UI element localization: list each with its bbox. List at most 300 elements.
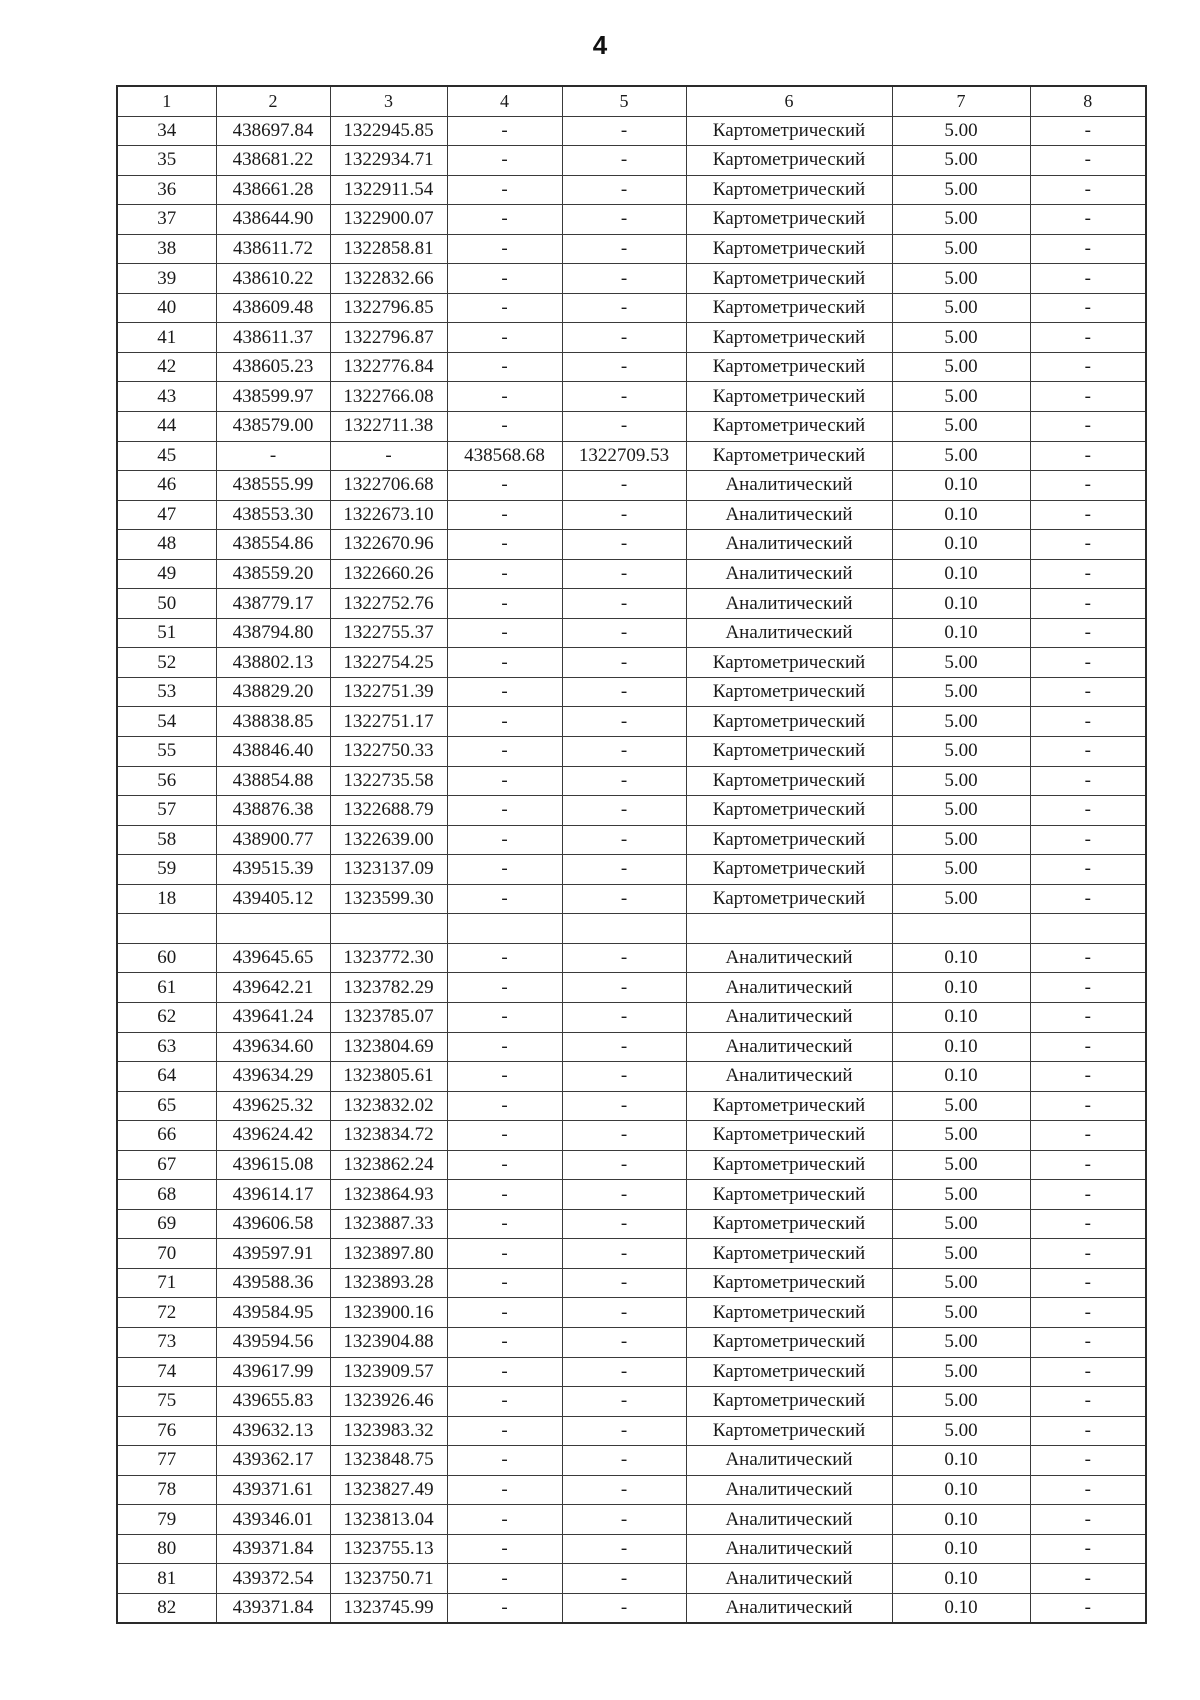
- cell-y-coordinate: 1322688.79: [330, 796, 447, 826]
- table-row: [117, 500, 1146, 530]
- cell-description: -: [1030, 1209, 1146, 1239]
- table-row: [117, 1387, 1146, 1417]
- cell-description: -: [1030, 589, 1146, 619]
- cell-x-coordinate-alt: -: [447, 1564, 562, 1594]
- cell-description: -: [1030, 796, 1146, 826]
- cell-y-coordinate-alt: -: [562, 1327, 686, 1357]
- cell-description: -: [1030, 884, 1146, 914]
- table-row: [117, 1239, 1146, 1269]
- cell-y-coordinate: 1323897.80: [330, 1239, 447, 1269]
- cell-y-coordinate: 1322832.66: [330, 264, 447, 294]
- cell-description: -: [1030, 1534, 1146, 1564]
- cell-y-coordinate-alt: -: [562, 973, 686, 1003]
- cell-x-coordinate-alt: -: [447, 707, 562, 737]
- cell-accuracy: 5.00: [892, 1239, 1030, 1269]
- cell-description: -: [1030, 500, 1146, 530]
- cell-x-coordinate-alt: -: [447, 825, 562, 855]
- cell-point-number: 79: [117, 1505, 216, 1535]
- cell-point-number: 56: [117, 766, 216, 796]
- cell-x-coordinate: 438579.00: [216, 412, 330, 442]
- cell-x-coordinate-alt: -: [447, 116, 562, 146]
- table-row: [117, 825, 1146, 855]
- cell-y-coordinate: 1322934.71: [330, 146, 447, 176]
- cell-x-coordinate: 439594.56: [216, 1327, 330, 1357]
- table-row: [117, 618, 1146, 648]
- cell-y-coordinate-alt: [562, 914, 686, 944]
- cell-x-coordinate: 439606.58: [216, 1209, 330, 1239]
- cell-x-coordinate-alt: -: [447, 766, 562, 796]
- cell-x-coordinate: 438554.86: [216, 530, 330, 560]
- cell-accuracy: 0.10: [892, 943, 1030, 973]
- cell-accuracy: 0.10: [892, 1564, 1030, 1594]
- cell-method: Аналитический: [686, 973, 892, 1003]
- cell-point-number: 59: [117, 855, 216, 885]
- cell-x-coordinate-alt: 438568.68: [447, 441, 562, 471]
- cell-y-coordinate-alt: -: [562, 766, 686, 796]
- cell-y-coordinate: 1323785.07: [330, 1002, 447, 1032]
- cell-y-coordinate-alt: -: [562, 1475, 686, 1505]
- cell-description: -: [1030, 264, 1146, 294]
- table-row: [117, 1121, 1146, 1151]
- cell-accuracy: 5.00: [892, 648, 1030, 678]
- cell-method: Картометрический: [686, 1416, 892, 1446]
- cell-x-coordinate-alt: -: [447, 1032, 562, 1062]
- cell-method: Картометрический: [686, 382, 892, 412]
- cell-y-coordinate-alt: -: [562, 1505, 686, 1535]
- cell-y-coordinate: 1322639.00: [330, 825, 447, 855]
- cell-x-coordinate: [216, 914, 330, 944]
- cell-x-coordinate-alt: -: [447, 175, 562, 205]
- cell-method: Картометрический: [686, 323, 892, 353]
- cell-method: Картометрический: [686, 146, 892, 176]
- cell-y-coordinate: 1323904.88: [330, 1327, 447, 1357]
- cell-accuracy: 5.00: [892, 264, 1030, 294]
- cell-y-coordinate: 1322711.38: [330, 412, 447, 442]
- table-row: [117, 1002, 1146, 1032]
- cell-x-coordinate-alt: [447, 914, 562, 944]
- cell-method: Картометрический: [686, 1239, 892, 1269]
- cell-y-coordinate-alt: -: [562, 677, 686, 707]
- cell-method: Аналитический: [686, 1446, 892, 1476]
- cell-method: Аналитический: [686, 1062, 892, 1092]
- cell-accuracy: 5.00: [892, 293, 1030, 323]
- cell-x-coordinate-alt: -: [447, 1239, 562, 1269]
- cell-y-coordinate: 1323983.32: [330, 1416, 447, 1446]
- cell-y-coordinate-alt: -: [562, 884, 686, 914]
- cell-method: Картометрический: [686, 441, 892, 471]
- cell-accuracy: 0.10: [892, 1062, 1030, 1092]
- cell-accuracy: 5.00: [892, 323, 1030, 353]
- table-row: [117, 648, 1146, 678]
- cell-point-number: 78: [117, 1475, 216, 1505]
- cell-description: -: [1030, 530, 1146, 560]
- cell-x-coordinate: 438661.28: [216, 175, 330, 205]
- cell-x-coordinate: 439634.60: [216, 1032, 330, 1062]
- cell-y-coordinate-alt: -: [562, 648, 686, 678]
- cell-y-coordinate-alt: -: [562, 264, 686, 294]
- cell-accuracy: 0.10: [892, 1593, 1030, 1623]
- cell-y-coordinate: 1323755.13: [330, 1534, 447, 1564]
- cell-y-coordinate-alt: -: [562, 146, 686, 176]
- cell-point-number: 82: [117, 1593, 216, 1623]
- cell-y-coordinate: 1323599.30: [330, 884, 447, 914]
- cell-method: Картометрический: [686, 648, 892, 678]
- cell-method: Картометрический: [686, 1150, 892, 1180]
- cell-y-coordinate: 1322776.84: [330, 352, 447, 382]
- cell-y-coordinate-alt: -: [562, 1298, 686, 1328]
- table-row: [117, 146, 1146, 176]
- cell-method: Аналитический: [686, 943, 892, 973]
- table-row: [117, 796, 1146, 826]
- column-header: 4: [447, 86, 562, 116]
- table-row: [117, 530, 1146, 560]
- cell-method: Картометрический: [686, 175, 892, 205]
- cell-y-coordinate: 1323804.69: [330, 1032, 447, 1062]
- cell-y-coordinate-alt: -: [562, 1002, 686, 1032]
- table-row: [117, 1593, 1146, 1623]
- cell-method: Картометрический: [686, 1121, 892, 1151]
- cell-x-coordinate: 439405.12: [216, 884, 330, 914]
- cell-y-coordinate-alt: 1322709.53: [562, 441, 686, 471]
- column-header: 7: [892, 86, 1030, 116]
- cell-accuracy: 5.00: [892, 1327, 1030, 1357]
- cell-point-number: 67: [117, 1150, 216, 1180]
- cell-accuracy: 0.10: [892, 530, 1030, 560]
- cell-accuracy: 5.00: [892, 737, 1030, 767]
- cell-x-coordinate: 439625.32: [216, 1091, 330, 1121]
- cell-x-coordinate: 439645.65: [216, 943, 330, 973]
- cell-y-coordinate-alt: -: [562, 175, 686, 205]
- cell-y-coordinate-alt: -: [562, 1209, 686, 1239]
- cell-x-coordinate-alt: -: [447, 530, 562, 560]
- cell-accuracy: 5.00: [892, 234, 1030, 264]
- column-header: 2: [216, 86, 330, 116]
- cell-accuracy: 5.00: [892, 441, 1030, 471]
- cell-x-coordinate: 439588.36: [216, 1268, 330, 1298]
- cell-y-coordinate: 1323137.09: [330, 855, 447, 885]
- cell-x-coordinate: -: [216, 441, 330, 471]
- table-row: [117, 116, 1146, 146]
- cell-y-coordinate-alt: -: [562, 500, 686, 530]
- cell-method: Аналитический: [686, 500, 892, 530]
- cell-x-coordinate: 438829.20: [216, 677, 330, 707]
- cell-description: -: [1030, 293, 1146, 323]
- cell-method: Аналитический: [686, 1475, 892, 1505]
- cell-method: Картометрический: [686, 825, 892, 855]
- column-header: 6: [686, 86, 892, 116]
- cell-x-coordinate: 438599.97: [216, 382, 330, 412]
- cell-x-coordinate: 438802.13: [216, 648, 330, 678]
- cell-accuracy: 5.00: [892, 1298, 1030, 1328]
- cell-method: Картометрический: [686, 412, 892, 442]
- cell-point-number: 35: [117, 146, 216, 176]
- cell-y-coordinate: 1323750.71: [330, 1564, 447, 1594]
- cell-x-coordinate: 439584.95: [216, 1298, 330, 1328]
- cell-accuracy: 5.00: [892, 1357, 1030, 1387]
- column-header: 3: [330, 86, 447, 116]
- cell-method: Картометрический: [686, 707, 892, 737]
- cell-y-coordinate: 1322751.17: [330, 707, 447, 737]
- cell-y-coordinate-alt: -: [562, 1534, 686, 1564]
- cell-x-coordinate-alt: -: [447, 1534, 562, 1564]
- table-row: [117, 973, 1146, 1003]
- cell-accuracy: 5.00: [892, 1180, 1030, 1210]
- table-row: [117, 352, 1146, 382]
- cell-description: -: [1030, 973, 1146, 1003]
- cell-point-number: 42: [117, 352, 216, 382]
- cell-description: -: [1030, 1475, 1146, 1505]
- table-row: [117, 205, 1146, 235]
- cell-description: -: [1030, 677, 1146, 707]
- cell-x-coordinate-alt: -: [447, 471, 562, 501]
- cell-x-coordinate: 439641.24: [216, 1002, 330, 1032]
- cell-description: -: [1030, 146, 1146, 176]
- cell-description: -: [1030, 648, 1146, 678]
- cell-y-coordinate-alt: -: [562, 1416, 686, 1446]
- cell-accuracy: 5.00: [892, 1091, 1030, 1121]
- cell-method: Картометрический: [686, 116, 892, 146]
- table-row: [117, 1180, 1146, 1210]
- table-row: [117, 1327, 1146, 1357]
- cell-accuracy: 0.10: [892, 589, 1030, 619]
- cell-description: -: [1030, 559, 1146, 589]
- cell-y-coordinate-alt: -: [562, 825, 686, 855]
- cell-y-coordinate: 1322660.26: [330, 559, 447, 589]
- cell-x-coordinate: 438846.40: [216, 737, 330, 767]
- cell-point-number: 46: [117, 471, 216, 501]
- cell-description: -: [1030, 471, 1146, 501]
- cell-method: [686, 914, 892, 944]
- cell-x-coordinate: 438610.22: [216, 264, 330, 294]
- cell-x-coordinate-alt: -: [447, 677, 562, 707]
- cell-accuracy: 0.10: [892, 1475, 1030, 1505]
- cell-y-coordinate: 1323893.28: [330, 1268, 447, 1298]
- column-header: 1: [117, 86, 216, 116]
- table-row: [117, 1091, 1146, 1121]
- cell-x-coordinate: 438900.77: [216, 825, 330, 855]
- cell-accuracy: 5.00: [892, 766, 1030, 796]
- table-row: [117, 1534, 1146, 1564]
- cell-y-coordinate: 1322858.81: [330, 234, 447, 264]
- cell-point-number: 49: [117, 559, 216, 589]
- cell-x-coordinate-alt: -: [447, 1298, 562, 1328]
- cell-y-coordinate: 1322755.37: [330, 618, 447, 648]
- cell-description: -: [1030, 1239, 1146, 1269]
- cell-point-number: 68: [117, 1180, 216, 1210]
- cell-y-coordinate-alt: -: [562, 589, 686, 619]
- cell-x-coordinate: 439371.84: [216, 1534, 330, 1564]
- cell-description: -: [1030, 382, 1146, 412]
- cell-x-coordinate-alt: -: [447, 1209, 562, 1239]
- cell-y-coordinate: 1323813.04: [330, 1505, 447, 1535]
- table-row: [117, 441, 1146, 471]
- cell-y-coordinate: 1322796.85: [330, 293, 447, 323]
- table-row: [117, 1475, 1146, 1505]
- cell-accuracy: 0.10: [892, 618, 1030, 648]
- cell-accuracy: 5.00: [892, 1150, 1030, 1180]
- cell-x-coordinate: 438838.85: [216, 707, 330, 737]
- cell-y-coordinate: 1323848.75: [330, 1446, 447, 1476]
- cell-accuracy: 5.00: [892, 796, 1030, 826]
- cell-y-coordinate-alt: -: [562, 293, 686, 323]
- cell-y-coordinate-alt: -: [562, 116, 686, 146]
- page-number: 4: [592, 30, 608, 60]
- cell-accuracy: 5.00: [892, 884, 1030, 914]
- cell-y-coordinate-alt: -: [562, 471, 686, 501]
- cell-x-coordinate: 438559.20: [216, 559, 330, 589]
- cell-description: -: [1030, 1593, 1146, 1623]
- cell-y-coordinate-alt: -: [562, 559, 686, 589]
- cell-method: Картометрический: [686, 293, 892, 323]
- table-body: [117, 86, 1146, 1623]
- cell-y-coordinate: 1322911.54: [330, 175, 447, 205]
- cell-point-number: 38: [117, 234, 216, 264]
- cell-accuracy: 0.10: [892, 471, 1030, 501]
- cell-x-coordinate-alt: -: [447, 1091, 562, 1121]
- cell-accuracy: 5.00: [892, 1121, 1030, 1151]
- cell-accuracy: 5.00: [892, 825, 1030, 855]
- cell-x-coordinate-alt: -: [447, 1593, 562, 1623]
- cell-x-coordinate: 439371.84: [216, 1593, 330, 1623]
- cell-x-coordinate: 439597.91: [216, 1239, 330, 1269]
- column-header: 8: [1030, 86, 1146, 116]
- table-row: [117, 559, 1146, 589]
- cell-point-number: 60: [117, 943, 216, 973]
- table-row: [117, 1032, 1146, 1062]
- cell-point-number: 62: [117, 1002, 216, 1032]
- cell-description: -: [1030, 1180, 1146, 1210]
- cell-y-coordinate-alt: -: [562, 382, 686, 412]
- cell-y-coordinate-alt: -: [562, 1121, 686, 1151]
- cell-y-coordinate: 1322900.07: [330, 205, 447, 235]
- cell-x-coordinate: 438605.23: [216, 352, 330, 382]
- cell-x-coordinate: 438644.90: [216, 205, 330, 235]
- table-row: [117, 1416, 1146, 1446]
- cell-y-coordinate: 1323862.24: [330, 1150, 447, 1180]
- cell-accuracy: 5.00: [892, 855, 1030, 885]
- table-row: [117, 884, 1146, 914]
- cell-y-coordinate: 1323909.57: [330, 1357, 447, 1387]
- cell-point-number: 74: [117, 1357, 216, 1387]
- cell-x-coordinate-alt: -: [447, 323, 562, 353]
- cell-y-coordinate: 1322945.85: [330, 116, 447, 146]
- table-row: [117, 914, 1146, 944]
- cell-y-coordinate: 1323745.99: [330, 1593, 447, 1623]
- cell-y-coordinate-alt: -: [562, 1150, 686, 1180]
- cell-x-coordinate: 439362.17: [216, 1446, 330, 1476]
- cell-x-coordinate-alt: -: [447, 1268, 562, 1298]
- table-row: [117, 1298, 1146, 1328]
- cell-x-coordinate: 439346.01: [216, 1505, 330, 1535]
- table-row: [117, 175, 1146, 205]
- cell-x-coordinate-alt: -: [447, 500, 562, 530]
- cell-accuracy: 5.00: [892, 1209, 1030, 1239]
- cell-x-coordinate: 438794.80: [216, 618, 330, 648]
- cell-y-coordinate: 1323827.49: [330, 1475, 447, 1505]
- cell-point-number: 52: [117, 648, 216, 678]
- cell-point-number: 36: [117, 175, 216, 205]
- cell-accuracy: 0.10: [892, 1534, 1030, 1564]
- cell-y-coordinate: 1322706.68: [330, 471, 447, 501]
- cell-x-coordinate-alt: -: [447, 1475, 562, 1505]
- cell-y-coordinate: 1322750.33: [330, 737, 447, 767]
- table-row: [117, 323, 1146, 353]
- cell-y-coordinate-alt: -: [562, 1091, 686, 1121]
- cell-description: -: [1030, 1387, 1146, 1417]
- cell-description: -: [1030, 1327, 1146, 1357]
- table-header-row: [117, 86, 1146, 116]
- cell-point-number: 51: [117, 618, 216, 648]
- coordinates-table: [116, 85, 1147, 1624]
- cell-accuracy: 5.00: [892, 1268, 1030, 1298]
- cell-method: Картометрический: [686, 1209, 892, 1239]
- cell-x-coordinate: 439372.54: [216, 1564, 330, 1594]
- cell-point-number: 72: [117, 1298, 216, 1328]
- cell-description: -: [1030, 1002, 1146, 1032]
- cell-point-number: [117, 914, 216, 944]
- cell-point-number: 44: [117, 412, 216, 442]
- cell-y-coordinate: 1323832.02: [330, 1091, 447, 1121]
- cell-x-coordinate: 439642.21: [216, 973, 330, 1003]
- cell-accuracy: 0.10: [892, 1446, 1030, 1476]
- table-row: [117, 1209, 1146, 1239]
- cell-accuracy: 5.00: [892, 707, 1030, 737]
- cell-x-coordinate: 439515.39: [216, 855, 330, 885]
- cell-x-coordinate: 438681.22: [216, 146, 330, 176]
- cell-y-coordinate: 1323805.61: [330, 1062, 447, 1092]
- cell-y-coordinate: 1322670.96: [330, 530, 447, 560]
- cell-accuracy: 5.00: [892, 352, 1030, 382]
- table-row: [117, 412, 1146, 442]
- cell-y-coordinate-alt: -: [562, 1593, 686, 1623]
- cell-x-coordinate: 438876.38: [216, 796, 330, 826]
- cell-description: -: [1030, 352, 1146, 382]
- cell-point-number: 55: [117, 737, 216, 767]
- cell-y-coordinate-alt: -: [562, 1180, 686, 1210]
- cell-description: -: [1030, 116, 1146, 146]
- cell-x-coordinate-alt: -: [447, 146, 562, 176]
- cell-x-coordinate: 439624.42: [216, 1121, 330, 1151]
- cell-x-coordinate-alt: -: [447, 1327, 562, 1357]
- cell-method: Картометрический: [686, 1357, 892, 1387]
- cell-method: Аналитический: [686, 589, 892, 619]
- cell-x-coordinate-alt: -: [447, 382, 562, 412]
- cell-description: -: [1030, 1032, 1146, 1062]
- cell-y-coordinate-alt: -: [562, 737, 686, 767]
- cell-point-number: 80: [117, 1534, 216, 1564]
- cell-y-coordinate-alt: -: [562, 1062, 686, 1092]
- column-header: 5: [562, 86, 686, 116]
- cell-point-number: 41: [117, 323, 216, 353]
- cell-point-number: 45: [117, 441, 216, 471]
- cell-description: -: [1030, 234, 1146, 264]
- cell-y-coordinate: 1323926.46: [330, 1387, 447, 1417]
- cell-method: Картометрический: [686, 1298, 892, 1328]
- cell-accuracy: [892, 914, 1030, 944]
- cell-method: Картометрический: [686, 1091, 892, 1121]
- cell-point-number: 76: [117, 1416, 216, 1446]
- cell-method: Картометрический: [686, 264, 892, 294]
- cell-x-coordinate-alt: -: [447, 1357, 562, 1387]
- cell-x-coordinate: 439632.13: [216, 1416, 330, 1446]
- cell-method: Картометрический: [686, 352, 892, 382]
- cell-description: -: [1030, 412, 1146, 442]
- cell-description: -: [1030, 825, 1146, 855]
- table-row: [117, 1564, 1146, 1594]
- cell-accuracy: 5.00: [892, 146, 1030, 176]
- cell-method: Картометрический: [686, 1268, 892, 1298]
- cell-x-coordinate-alt: -: [447, 618, 562, 648]
